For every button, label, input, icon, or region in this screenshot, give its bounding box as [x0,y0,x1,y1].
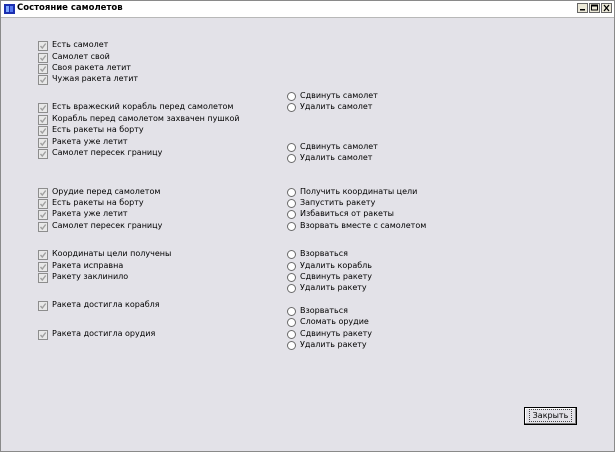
radio-circle[interactable] [287,330,296,339]
maximize-button[interactable] [589,3,600,13]
radio-label: Сломать орудие [300,317,369,326]
checkbox-label: Ракета достигла корабля [52,300,160,309]
minimize-icon [578,4,587,12]
checkbox-box[interactable] [38,53,48,63]
radio-label: Запустить ракету [300,198,376,207]
checkbox-box[interactable] [38,301,48,311]
radio-label: Получить координаты цели [300,187,418,196]
radio-label: Сдвинуть самолет [300,91,378,100]
checkbox-box[interactable] [38,210,48,220]
radio-circle[interactable] [287,341,296,350]
checkbox-label: Есть ракеты на борту [52,198,144,207]
radio-circle[interactable] [287,262,296,271]
checkbox-label: Корабль перед самолетом захвачен пушкой [52,114,240,123]
checkbox-box[interactable] [38,115,48,125]
checkbox-label: Ракета исправна [52,261,124,270]
checkbox-label: Самолет пересек границу [52,221,163,230]
checkbox-label: Самолет свой [52,52,110,61]
radio-circle[interactable] [287,318,296,327]
radio-circle[interactable] [287,210,296,219]
checkbox-box[interactable] [38,138,48,148]
checkbox-box[interactable] [38,273,48,283]
close-button[interactable] [524,407,577,425]
radio-label: Удалить корабль [300,261,373,270]
radio-circle[interactable] [287,188,296,197]
maximize-icon [590,4,599,12]
checkbox-box[interactable] [38,41,48,51]
close-icon [602,4,611,12]
checkbox-box[interactable] [38,64,48,74]
checkbox-box[interactable] [38,149,48,159]
radio-label: Взорваться [300,249,348,258]
radio-label: Взорваться [300,306,348,315]
radio-circle[interactable] [287,154,296,163]
checkbox-label: Самолет пересек границу [52,148,163,157]
radio-label: Удалить ракету [300,340,367,349]
title-bar[interactable] [1,1,614,18]
checkbox-box[interactable] [38,103,48,113]
close-button-label: Закрыть [529,409,573,422]
radio-circle[interactable] [287,92,296,101]
checkbox-label: Есть вражеский корабль перед самолетом [52,102,234,111]
checkbox-label: Своя ракета летит [52,63,131,72]
radio-label: Удалить самолет [300,153,373,162]
checkbox-label: Ракету заклинило [52,272,129,281]
checkbox-box[interactable] [38,126,48,136]
radio-label: Удалить самолет [300,102,373,111]
checkbox-box[interactable] [38,250,48,260]
checkbox-box[interactable] [38,75,48,85]
radio-label: Сдвинуть самолет [300,142,378,151]
radio-circle[interactable] [287,222,296,231]
checkbox-label: Координаты цели получены [52,249,172,258]
radio-label: Взорвать вместе с самолетом [300,221,427,230]
checkbox-box[interactable] [38,262,48,272]
checkbox-label: Есть ракеты на борту [52,125,144,134]
checkbox-box[interactable] [38,188,48,198]
radio-label: Избавиться от ракеты [300,209,394,218]
radio-circle[interactable] [287,284,296,293]
minimize-button[interactable] [577,3,588,13]
checkbox-label: Чужая ракета летит [52,74,139,83]
radio-circle[interactable] [287,250,296,259]
radio-label: Сдвинуть ракету [300,272,373,281]
app-icon [4,4,15,14]
radio-circle[interactable] [287,103,296,112]
checkbox-label: Ракета достигла орудия [52,329,156,338]
checkbox-box[interactable] [38,199,48,209]
radio-label: Сдвинуть ракету [300,329,373,338]
checkbox-label: Ракета уже летит [52,137,128,146]
radio-circle[interactable] [287,273,296,282]
radio-label: Удалить ракету [300,283,367,292]
checkbox-label: Есть самолет [52,40,109,49]
window-title: Состояние самолетов [17,3,123,13]
radio-circle[interactable] [287,143,296,152]
checkbox-label: Ракета уже летит [52,209,128,218]
radio-circle[interactable] [287,199,296,208]
checkbox-box[interactable] [38,330,48,340]
checkbox-box[interactable] [38,222,48,232]
close-window-button[interactable] [601,3,612,13]
radio-circle[interactable] [287,307,296,316]
checkbox-label: Орудие перед самолетом [52,187,161,196]
